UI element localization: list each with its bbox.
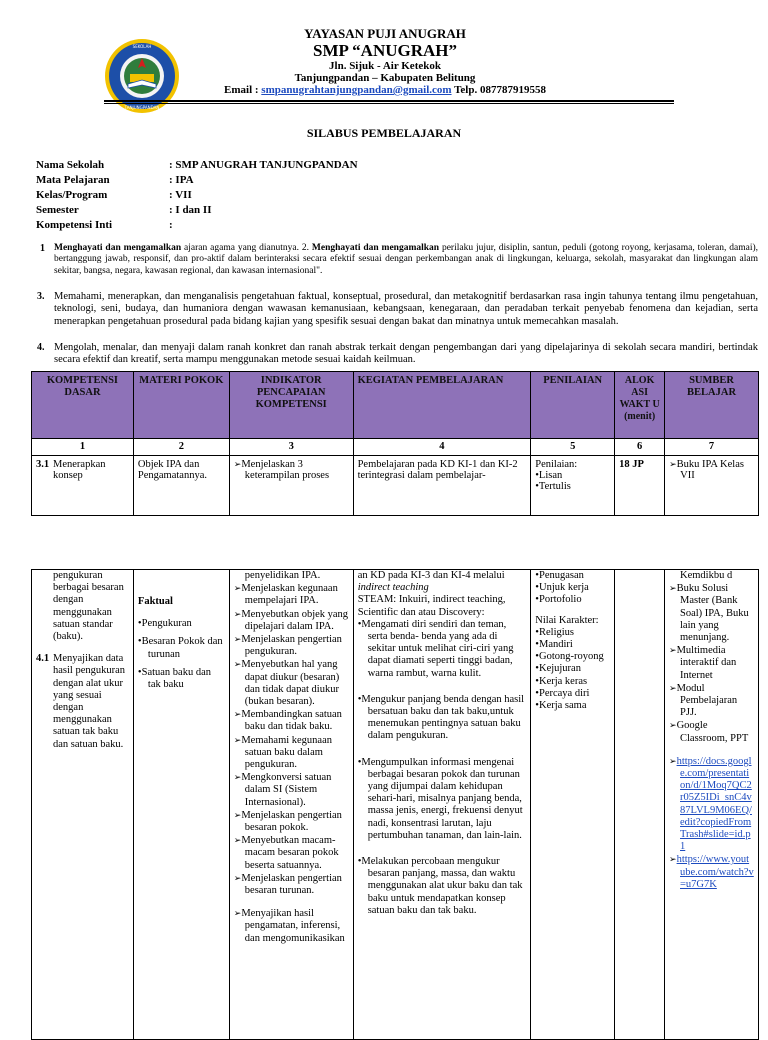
ki-3: 3. Memahami, menerapkan, dan menganalisis pengetahuan faktual, konseptual, prosedural, dan metakognitif berdasarkan rasa ingin tahunya tentang ilmu pengetahuan, teknologi, seni, budaya, dan humaniora dengan wawasan kemanusiaan, kebangsaan, kenegaraan, dan peradaban terkait penyebab fenomena dan kejadian, serta menerapkan pengetahuan prosedural pada bidang kajian yang spesifik sesuai dengan bakat dan minatnya untuk memecahkan masalah. [37,291,758,327]
ki-4: 4. Mengolah, menalar, dan menyaji dalam ranah konkret dan ranah abstrak terkait dengan pengembangan dari yang dipelajarinya di sekolah secara mandiri, bertindak secara efektif dan kreatif, serta mampu menggunakan metode sesuai kaidah keilmuan. [37,342,758,366]
ki-1: 1 Menghayati dan mengamalkan ajaran agama yang dianutnya. 2. Menghayati dan mengamalkan perilaku jujur, disiplin, santun, peduli (gotong royong, kerjasama, toleran, damai), bertanggung jawab, responsif, dan pro-aktif dalam berinteraksi secara efektif sesuai dengan perkembangan anak di lingkungan, keluarga, sekolah, masyarakat dan lingkungan alam sekitar, bangsa, negara, kawasan regional, dan kawasan internasional". [40,243,759,276]
doc-title: SILABUS PEMBELAJARAN [306,126,462,140]
col-header: SUMBER BELAJAR [665,372,759,439]
header-divider-thin [104,103,674,104]
svg-text:TANJUNGPANDAN: TANJUNGPANDAN [124,105,160,110]
youtube-link[interactable]: https://www.youtube.com/watch?v=u7G7K [676,854,754,890]
col-header: KOMPETENSI DASAR [32,372,134,439]
table-header-row [32,372,759,439]
syllabus-table-continued [31,569,759,1040]
info-block: Nama Sekolah : SMP ANUGRAH TANJUNGPANDAN Mata Pelajaran : IPA Kelas/Program : VII Semester : I dan II Kompetensi Inti : [36,159,358,231]
col-header: MATERI POKOK [133,372,229,439]
col-header: ALOK ASI WAKT U (menit) [615,372,665,439]
table-row: pengukuran berbagai besaran dengan menggunakan satuan standar (baku). 4.1 Menyajikan data hasil pengukuran dengan alat ukur yang sesuai dengan menggunakan satuan tak baku dan satuan baku. Faktual • Pengukuran • Besaran Pokok dan turunan • Satuan baku dan tak baku penyelidikan IPA. ➢ Menjelaskan kegunaan mempelajari IPA. ➢ Menyebutkan objek yang dipelajari dalam IPA. ➢ Menjelaskan pengertian pengukuran. ➢ Menyebutkan hal yang dapat diukur (besaran) dan tidak dapat diukur (bukan besaran). ➢ Membandingkan satuan baku dan tidak baku. ➢ Memahami kegunaan satuan baku dalam pengukuran. ➢ Mengkonversi satuan dalam SI (Sistem Internasional). ➢ Menjelaskan pengertian besaran pokok. ➢ Menyebutkan macam-macam besaran pokok beserta satuannya. ➢ Menjelaskan pengertian besaran turunan. ➢ Menyajikan hasil pengamatan, inferensi, dan mengomunikasikan an KD pada KI-3 dan KI-4 melalui indirect teaching STEAM: Inkuiri, indirect teaching, Scientific dan atau Discovery: • Mengamati diri sendiri dan teman, serta benda- benda yang ada di sekitar untuk melihat ciri-ciri yang dapat diamati seperti tinggi badan, warna rambut, warna kulit. • Mengukur panjang benda dengan hasil bersatuan baku dan tak baku,untuk menemukan pentingnya satuan baku dalam pengukuran. • Mengumpulkan informasi mengenai berbagai besaran pokok dan turunan yang dijumpai dalam kehidupan sehari-hari, misalnya panjang benda, massa jenis, energi, frekuensi denyut nadi, konsentrasi larutan, laju pertumbuhan tanaman, dan lain-lain. • Melakukan percobaan mengukur besaran panjang, massa, dan waktu menggunakan alat ukur baku dan tak baku untuk mendapatkan konsep satuan baku dan tak baku. • Penugasan • Unjuk kerja • Portofolio Nilai Karakter: • Religius • Mandiri • Gotong-royong • Kejujuran • Kerja keras • Percaya diri • Kerja sama Kemdikbu d ➢ Buku Solusi Master (Bank Soal) IPA, Buku lain yang menunjang. ➢ Multimedia interaktif dan Internet ➢ Modul Pembelajaran PJJ. ➢ Google Classroom, PPT ➢ https://docs.google.com/presentation/d/1Moq7QC2r05Z5IDi_snC4v87LVL9M06EQ/edit?copiedFromTrash#slide=id.p1 ➢ https://www.youtube.com/watch?v=u7G7K [32,570,759,1040]
school-city: Tanjungpandan – Kabupaten Belitung [294,72,476,84]
header-divider [104,100,674,102]
school-address: Jln. Sijuk - Air Ketekok [329,60,441,72]
foundation-name: YAYASAN PUJI ANUGRAH [304,26,466,41]
table-number-row: 1 2 3 4 5 6 7 [32,439,759,456]
table-row: 3.1 Menerapkan konsep Objek IPA dan Pengamatannya. ➢ Menjelaskan 3 keterampilan proses Pembelajaran pada KD KI-1 dan KI-2 terintegrasi dalam pembelajar- Penilaian: • Lisan • Tertulis 18 JP ➢ Buku IPA Kelas VII [32,456,759,516]
email-link[interactable]: smpanugrahtanjungpandan@gmail.com [261,84,452,96]
school-name: SMP “ANUGRAH” [312,41,458,60]
slides-link[interactable]: https://docs.google.com/presentation/d/1Moq7QC2r05Z5IDi_snC4v87LVL9M06EQ/edit?copiedFromTrash#slide=id.p1 [676,755,752,853]
col-header: PENILAIAN [531,372,615,439]
col-header: INDIKATOR PENCAPAIAN KOMPETENSI [229,372,353,439]
contact-line: Email : smpanugrahtanjungpandan@gmail.com Telp. 087787919558 [224,84,546,96]
svg-text:SEKOLAH: SEKOLAH [132,44,152,49]
col-header: KEGIATAN PEMBELAJARAN [353,372,531,439]
syllabus-table [31,371,759,516]
